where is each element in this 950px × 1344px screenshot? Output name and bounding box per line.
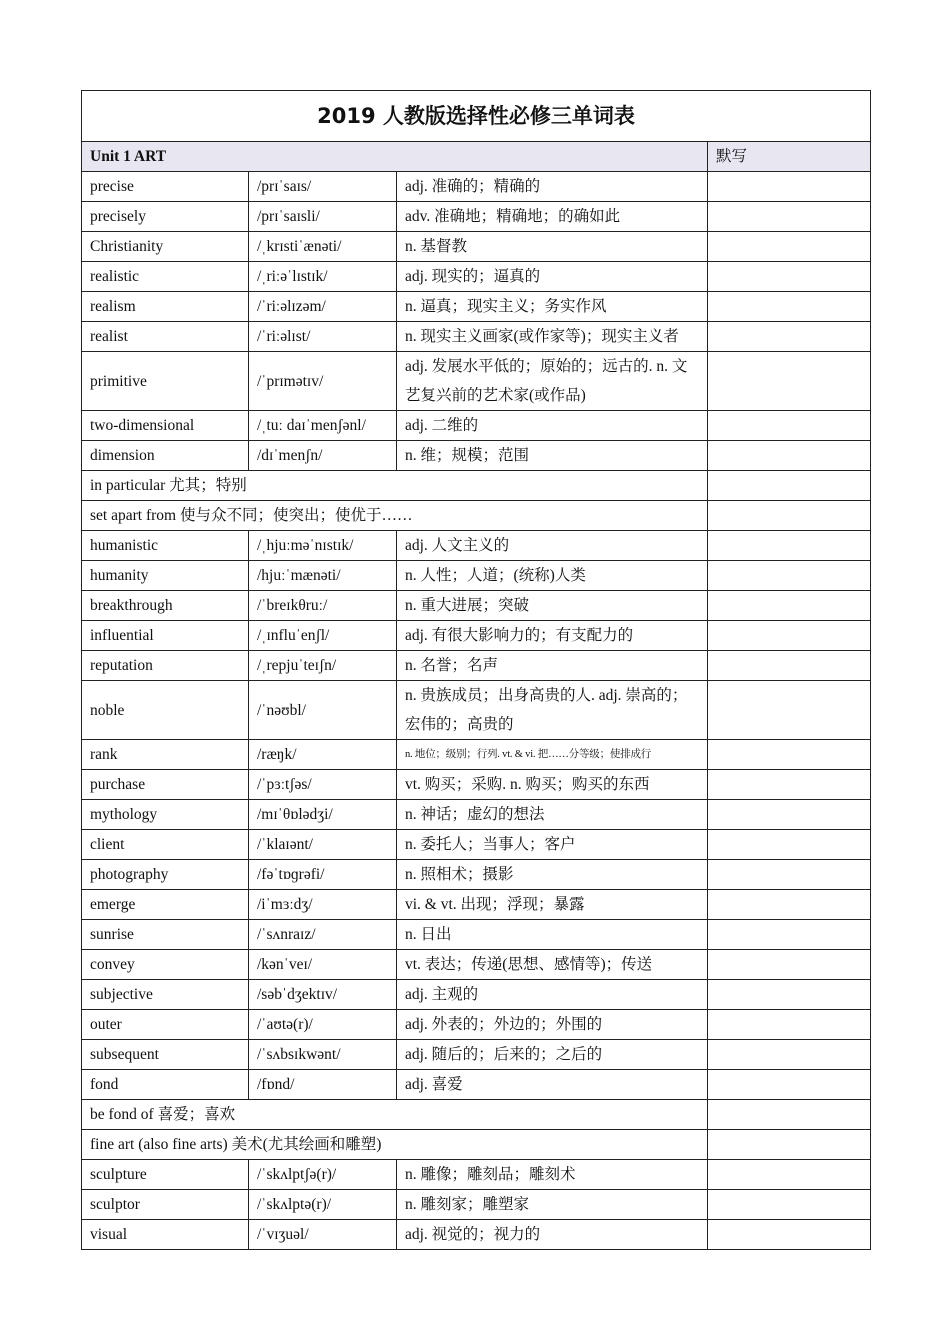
- word-cell: dimension: [82, 441, 249, 471]
- phonetic-cell: /ˌkrɪstiˈænəti/: [249, 232, 397, 262]
- word-cell: noble: [82, 681, 249, 740]
- table-row: [82, 352, 871, 411]
- word-cell: realistic: [82, 262, 249, 292]
- dictation-cell[interactable]: [708, 232, 871, 262]
- phrase-cell: be fond of 喜爱；喜欢: [82, 1100, 708, 1130]
- definition-cell: adj. 喜爱: [397, 1070, 708, 1100]
- word-cell: emerge: [82, 890, 249, 920]
- phonetic-cell: /ˌriːəˈlɪstɪk/: [249, 262, 397, 292]
- definition-cell: adj. 随后的；后来的；之后的: [397, 1040, 708, 1070]
- definition-cell: n. 神话；虚幻的想法: [397, 800, 708, 830]
- word-cell: outer: [82, 1010, 249, 1040]
- table-row: [82, 202, 871, 232]
- dictation-cell[interactable]: [708, 202, 871, 232]
- phonetic-cell: /ˈsʌnraɪz/: [249, 920, 397, 950]
- phonetic-cell: /ˈriːəlɪzəm/: [249, 292, 397, 322]
- word-cell: breakthrough: [82, 591, 249, 621]
- dictation-cell[interactable]: [708, 531, 871, 561]
- word-cell: primitive: [82, 352, 249, 411]
- dictation-cell[interactable]: [708, 411, 871, 441]
- word-cell: visual: [82, 1220, 249, 1250]
- dictation-cell[interactable]: [708, 471, 871, 501]
- dictation-header: 默写: [708, 142, 871, 172]
- dictation-cell[interactable]: [708, 1190, 871, 1220]
- definition-cell: n. 基督教: [397, 232, 708, 262]
- dictation-cell[interactable]: [708, 890, 871, 920]
- phonetic-cell: /prɪˈsaɪsli/: [249, 202, 397, 232]
- table-row: [82, 980, 871, 1010]
- phonetic-cell: /ræŋk/: [249, 740, 397, 770]
- phonetic-cell: /iˈmɜːdʒ/: [249, 890, 397, 920]
- dictation-cell[interactable]: [708, 561, 871, 591]
- phonetic-cell: /fəˈtɒɡrəfi/: [249, 860, 397, 890]
- dictation-cell[interactable]: [708, 352, 871, 411]
- definition-cell: adv. 准确地；精确地；的确如此: [397, 202, 708, 232]
- table-row: [82, 1040, 871, 1070]
- word-cell: reputation: [82, 651, 249, 681]
- word-cell: rank: [82, 740, 249, 770]
- definition-cell: adj. 主观的: [397, 980, 708, 1010]
- definition-cell: vt. 表达；传递(思想、感情等)；传送: [397, 950, 708, 980]
- table-row: [82, 262, 871, 292]
- phonetic-cell: /səbˈdʒektɪv/: [249, 980, 397, 1010]
- phonetic-cell: /ˌɪnfluˈenʃl/: [249, 621, 397, 651]
- dictation-cell[interactable]: [708, 1130, 871, 1160]
- phrase-row: [82, 501, 871, 531]
- phonetic-cell: /ˌhjuːməˈnɪstɪk/: [249, 531, 397, 561]
- dictation-cell[interactable]: [708, 501, 871, 531]
- vocabulary-table: [81, 90, 871, 1250]
- word-cell: sculpture: [82, 1160, 249, 1190]
- phrase-row: [82, 1100, 871, 1130]
- phonetic-cell: /dɪˈmenʃn/: [249, 441, 397, 471]
- dictation-cell[interactable]: [708, 1070, 871, 1100]
- word-cell: precisely: [82, 202, 249, 232]
- table-row: [82, 1190, 871, 1220]
- phonetic-cell: /hjuːˈmænəti/: [249, 561, 397, 591]
- definition-cell: adj. 外表的；外边的；外围的: [397, 1010, 708, 1040]
- dictation-cell[interactable]: [708, 950, 871, 980]
- word-cell: client: [82, 830, 249, 860]
- dictation-cell[interactable]: [708, 770, 871, 800]
- dictation-cell[interactable]: [708, 1220, 871, 1250]
- word-cell: realist: [82, 322, 249, 352]
- dictation-cell[interactable]: [708, 591, 871, 621]
- phonetic-cell: /prɪˈsaɪs/: [249, 172, 397, 202]
- table-row: [82, 800, 871, 830]
- table-row: [82, 1070, 871, 1100]
- phonetic-cell: /ˈnəʊbl/: [249, 681, 397, 740]
- word-cell: mythology: [82, 800, 249, 830]
- definition-cell: n. 维；规模；范围: [397, 441, 708, 471]
- phrase-row: [82, 1130, 871, 1160]
- phonetic-cell: /ˌrepjuˈteɪʃn/: [249, 651, 397, 681]
- table-row: [82, 681, 871, 740]
- definition-cell: n. 重大进展；突破: [397, 591, 708, 621]
- dictation-cell[interactable]: [708, 172, 871, 202]
- definition-cell: n. 雕像；雕刻品；雕刻术: [397, 1160, 708, 1190]
- dictation-cell[interactable]: [708, 651, 871, 681]
- table-row: [82, 950, 871, 980]
- dictation-cell[interactable]: [708, 800, 871, 830]
- definition-cell: n. 名誉；名声: [397, 651, 708, 681]
- dictation-cell[interactable]: [708, 681, 871, 740]
- word-cell: influential: [82, 621, 249, 651]
- phrase-row: [82, 471, 871, 501]
- table-row: [82, 441, 871, 471]
- page-title: 2019 人教版选择性必修三单词表: [82, 91, 871, 142]
- phonetic-cell: /fɒnd/: [249, 1070, 397, 1100]
- phonetic-cell: /ˌtuː daɪˈmenʃənl/: [249, 411, 397, 441]
- definition-cell: adj. 人文主义的: [397, 531, 708, 561]
- dictation-cell[interactable]: [708, 740, 871, 770]
- word-cell: Christianity: [82, 232, 249, 262]
- definition-cell: n. 地位；级别；行列. vt. & vi. 把……分等级；使排成行: [397, 740, 708, 770]
- definition-cell: n. 贵族成员；出身高贵的人. adj. 崇高的；宏伟的；高贵的: [397, 681, 708, 740]
- table-row: [82, 591, 871, 621]
- definition-cell: adj. 发展水平低的；原始的；远古的. n. 文艺复兴前的艺术家(或作品): [397, 352, 708, 411]
- word-cell: subsequent: [82, 1040, 249, 1070]
- dictation-cell[interactable]: [708, 860, 871, 890]
- table-row: [82, 1160, 871, 1190]
- dictation-cell[interactable]: [708, 830, 871, 860]
- unit-label: Unit 1 ART: [82, 142, 708, 172]
- table-row: [82, 292, 871, 322]
- definition-cell: n. 委托人；当事人；客户: [397, 830, 708, 860]
- definition-cell: n. 照相术；摄影: [397, 860, 708, 890]
- table-row: [82, 322, 871, 352]
- phonetic-cell: /ˈsʌbsɪkwənt/: [249, 1040, 397, 1070]
- table-row: [82, 1220, 871, 1250]
- word-cell: sculptor: [82, 1190, 249, 1220]
- phonetic-cell: /ˈskʌlptə(r)/: [249, 1190, 397, 1220]
- definition-cell: vi. & vt. 出现；浮现；暴露: [397, 890, 708, 920]
- phonetic-cell: /ˈskʌlptʃə(r)/: [249, 1160, 397, 1190]
- dictation-cell[interactable]: [708, 262, 871, 292]
- phonetic-cell: /ˈklaɪənt/: [249, 830, 397, 860]
- table-row: [82, 561, 871, 591]
- dictation-cell[interactable]: [708, 292, 871, 322]
- phonetic-cell: /ˈriːəlɪst/: [249, 322, 397, 352]
- definition-cell: n. 人性；人道；(统称)人类: [397, 561, 708, 591]
- definition-cell: adj. 现实的；逼真的: [397, 262, 708, 292]
- word-cell: sunrise: [82, 920, 249, 950]
- definition-cell: adj. 视觉的；视力的: [397, 1220, 708, 1250]
- dictation-cell[interactable]: [708, 1040, 871, 1070]
- definition-cell: adj. 准确的；精确的: [397, 172, 708, 202]
- title-row: [82, 91, 871, 142]
- dictation-cell[interactable]: [708, 621, 871, 651]
- definition-cell: n. 雕刻家；雕塑家: [397, 1190, 708, 1220]
- phonetic-cell: /kənˈveɪ/: [249, 950, 397, 980]
- dictation-cell[interactable]: [708, 441, 871, 471]
- unit-header-row: [82, 142, 871, 172]
- phrase-cell: fine art (also fine arts) 美术(尤其绘画和雕塑): [82, 1130, 708, 1160]
- phonetic-cell: /ˈvɪʒuəl/: [249, 1220, 397, 1250]
- table-row: [82, 830, 871, 860]
- table-row: [82, 1010, 871, 1040]
- definition-cell: adj. 二维的: [397, 411, 708, 441]
- phonetic-cell: /ˈaʊtə(r)/: [249, 1010, 397, 1040]
- dictation-cell[interactable]: [708, 1100, 871, 1130]
- definition-cell: n. 现实主义画家(或作家等)；现实主义者: [397, 322, 708, 352]
- word-cell: two-dimensional: [82, 411, 249, 441]
- table-row: [82, 860, 871, 890]
- word-cell: subjective: [82, 980, 249, 1010]
- word-cell: convey: [82, 950, 249, 980]
- phrase-cell: in particular 尤其；特别: [82, 471, 708, 501]
- table-row: [82, 770, 871, 800]
- phrase-cell: set apart from 使与众不同；使突出；使优于……: [82, 501, 708, 531]
- dictation-cell[interactable]: [708, 322, 871, 352]
- phonetic-cell: /ˈbreɪkθruː/: [249, 591, 397, 621]
- word-cell: humanity: [82, 561, 249, 591]
- definition-cell: n. 日出: [397, 920, 708, 950]
- table-row: [82, 651, 871, 681]
- definition-cell: n. 逼真；现实主义；务实作风: [397, 292, 708, 322]
- dictation-cell[interactable]: [708, 980, 871, 1010]
- dictation-cell[interactable]: [708, 920, 871, 950]
- table-row: [82, 172, 871, 202]
- dictation-cell[interactable]: [708, 1010, 871, 1040]
- word-cell: photography: [82, 860, 249, 890]
- word-cell: fond: [82, 1070, 249, 1100]
- word-cell: purchase: [82, 770, 249, 800]
- word-cell: precise: [82, 172, 249, 202]
- word-cell: realism: [82, 292, 249, 322]
- table-row: [82, 740, 871, 770]
- definition-cell: adj. 有很大影响力的；有支配力的: [397, 621, 708, 651]
- dictation-cell[interactable]: [708, 1160, 871, 1190]
- phonetic-cell: /ˈprɪmətɪv/: [249, 352, 397, 411]
- table-row: [82, 920, 871, 950]
- definition-cell: vt. 购买；采购. n. 购买；购买的东西: [397, 770, 708, 800]
- table-row: [82, 890, 871, 920]
- word-cell: humanistic: [82, 531, 249, 561]
- table-row: [82, 621, 871, 651]
- table-row: [82, 531, 871, 561]
- table-row: [82, 411, 871, 441]
- table-row: [82, 232, 871, 262]
- phonetic-cell: /mɪˈθɒlədʒi/: [249, 800, 397, 830]
- phonetic-cell: /ˈpɜːtʃəs/: [249, 770, 397, 800]
